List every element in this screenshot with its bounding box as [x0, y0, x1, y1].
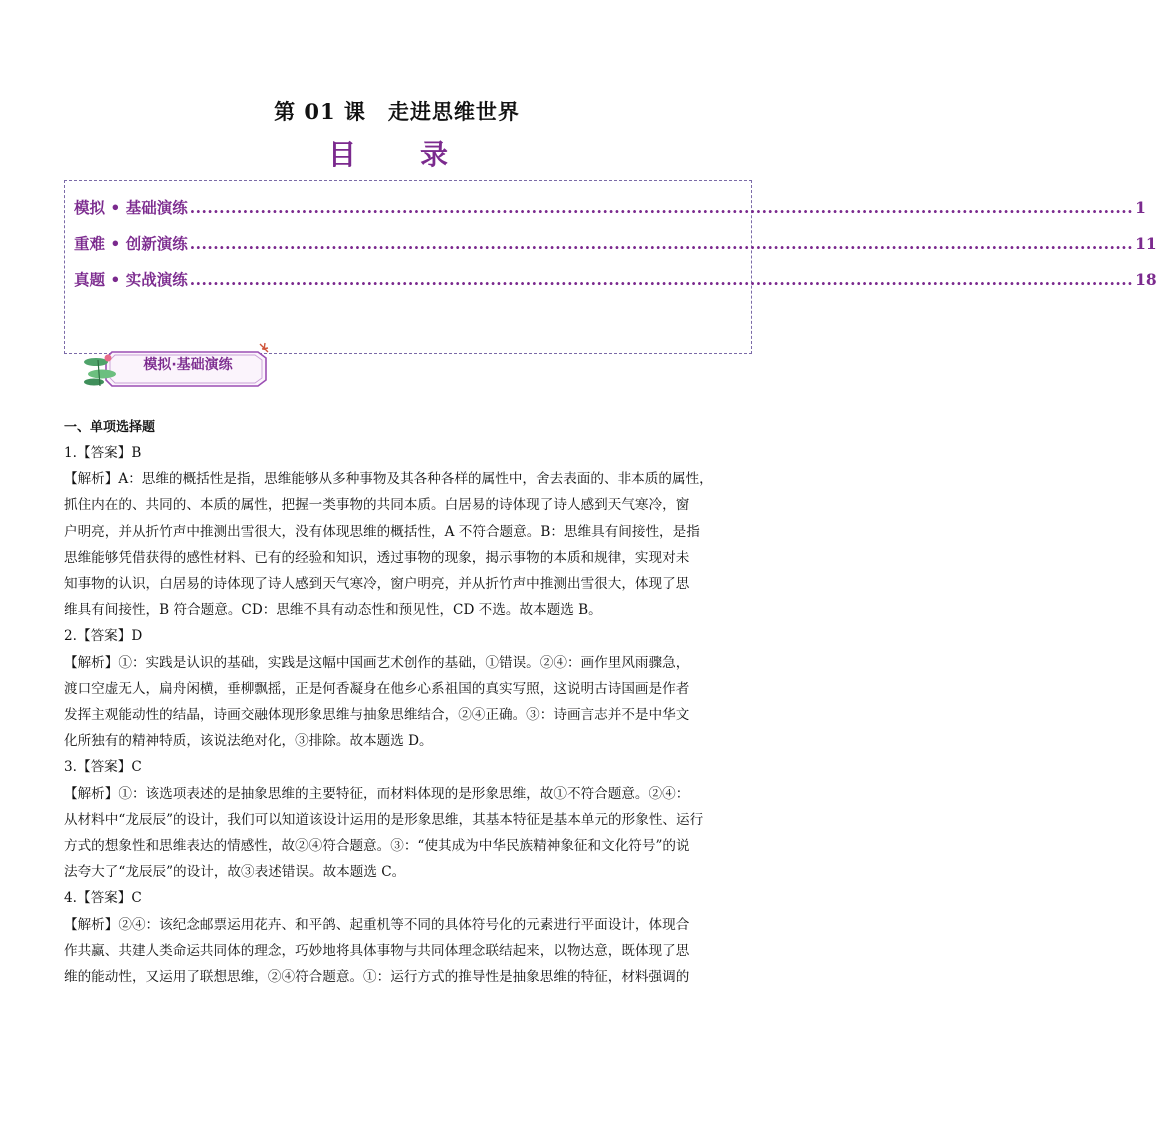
answer-line: 化所独有的精神特质，该说法绝对化，③排除。故本题选 D。 — [64, 733, 433, 750]
toc-leader-dots: ................................................................................................................................................................ — [189, 234, 1134, 253]
answer-line: 【解析】A：思维的概括性是指，思维能够从多种事物及其各种各样的属性中，舍去表面的、非本质的属性， — [64, 471, 713, 488]
toc-entry-page: 1 — [1135, 198, 1146, 217]
toc-entry-label: 模拟 • 基础演练 — [74, 198, 188, 217]
answer-line: 户明亮，并从折竹声中推测出雪很大，没有体现思维的概括性，A 不符合题意。B：思维具有间接性，是指 — [64, 523, 700, 540]
toc-entry-exam[interactable] — [74, 268, 1157, 292]
answer-line: 思维能够凭借获得的感性材料、已有的经验和知识，透过事物的现象，揭示事物的本质和规律，实现对未 — [64, 549, 690, 566]
answer-content — [64, 440, 732, 990]
answer-line: 3.【答案】C — [64, 759, 142, 776]
answer-line: 知事物的认识，白居易的诗体现了诗人感到天气寒冷，窗户明亮，并从折竹声中推测出雪很大，体现了思 — [64, 576, 690, 593]
toc-leader-dots: ................................................................................................................................................................ — [189, 270, 1134, 289]
answer-line: 渡口空虚无人，扁舟闲横，垂柳飘摇，正是何香凝身在他乡心系祖国的真实写照，这说明古诗国画是作者 — [64, 680, 690, 697]
answer-line: 1.【答案】B — [64, 445, 142, 461]
answer-line: 2.【答案】D — [64, 628, 143, 645]
answer-line: 法夸大了“龙辰辰”的设计，故③表述错误。故本题选 C。 — [64, 864, 406, 881]
answer-line: 从材料中“龙辰辰”的设计，我们可以知道该设计运用的是形象思维，其基本特征是基本单元的形象性、运行 — [64, 811, 704, 828]
toc-entry-page: 18 — [1135, 270, 1157, 289]
table-of-contents — [64, 180, 1157, 354]
toc-entry-basic[interactable] — [74, 196, 1146, 220]
answer-line: 发挥主观能动性的结晶，诗画交融体现形象思维与抽象思维结合，②④正确。③：诗画言志并不是中华文 — [64, 707, 690, 724]
answer-line: 作共赢、共建人类命运共同体的理念，巧妙地将具体事物与共同体理念联结起来，以物达意，既体现了思 — [64, 942, 690, 959]
toc-entry-label: 重难 • 创新演练 — [74, 234, 188, 253]
toc-heading: 目 录 — [327, 138, 466, 171]
answer-line: 抓住内在的、共同的、本质的属性，把握一类事物的共同本质。白居易的诗体现了诗人感到天气寒冷，窗 — [64, 497, 690, 514]
answer-line: 【解析】①：该选项表述的是抽象思维的主要特征，而材料体现的是形象思维，故①不符合题意。②④： — [64, 785, 690, 802]
answer-line: 维具有间接性，B 符合题意。CD：思维不具有动态性和预见性，CD 不选。故本题选 B。 — [64, 602, 602, 619]
section-heading: 一、单项选择题 — [64, 420, 156, 435]
toc-entry-advanced[interactable] — [74, 232, 1157, 256]
answer-line: 4.【答案】C — [64, 890, 142, 907]
lesson-title: 第 01 课 走进思维世界 — [274, 99, 520, 124]
answer-line: 维的能动性，又运用了联想思维，②④符合题意。①：运行方式的推导性是抽象思维的特征，材料强调的 — [64, 969, 690, 986]
answer-line: 【解析】①：实践是认识的基础，实践是这幅中国画艺术创作的基础，①错误。②④：画作里风雨骤急， — [64, 654, 690, 671]
toc-entry-label: 真题 • 实战演练 — [74, 270, 188, 289]
toc-leader-dots: ................................................................................................................................................................ — [189, 198, 1134, 217]
section-badge-label: 模拟·基础演练 — [143, 357, 233, 373]
answer-line: 方式的想象性和思维表达的情感性，故②④符合题意。③：“使其成为中华民族精神象征和文化符号”的说 — [64, 838, 690, 855]
answer-line: 【解析】②④：该纪念邮票运用花卉、和平鸽、起重机等不同的具体符号化的元素进行平面设计，体现合 — [64, 916, 690, 933]
toc-entry-page: 11 — [1135, 234, 1157, 253]
